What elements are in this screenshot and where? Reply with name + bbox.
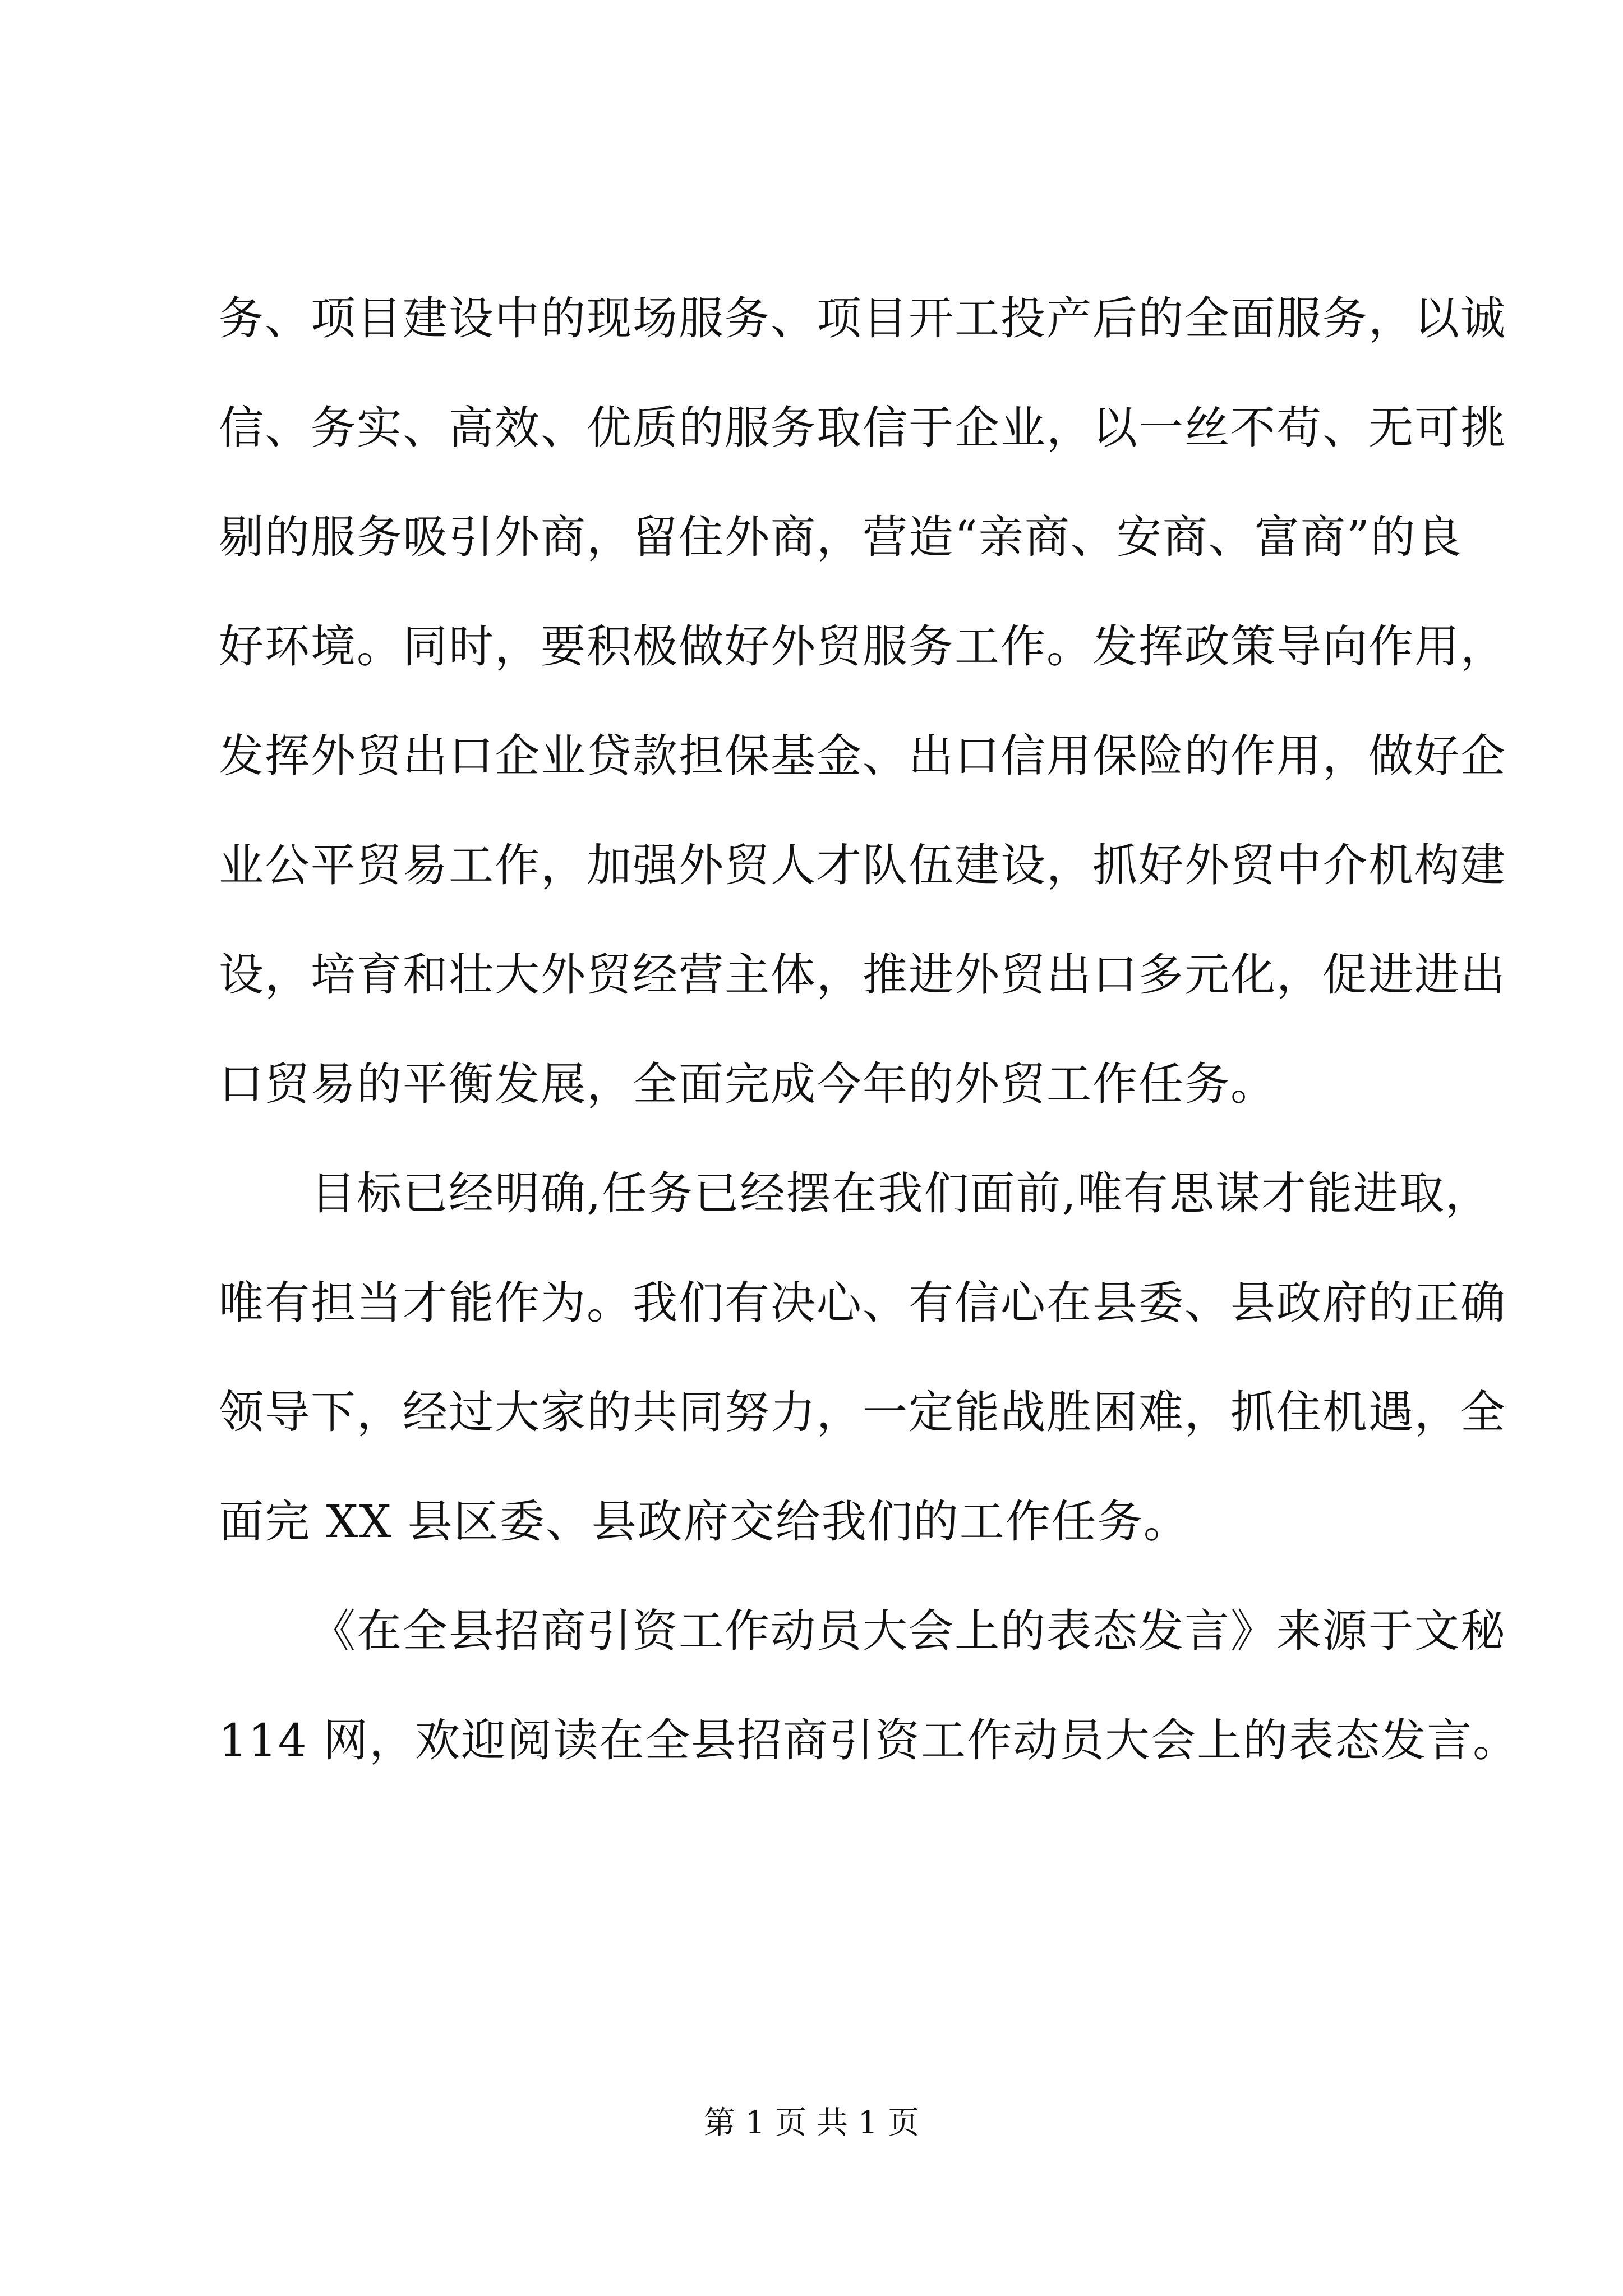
text-line: 领导下，经过大家的共同努力，一定能战胜困难，抓住机遇，全 bbox=[219, 1386, 1506, 1438]
text-line: 口贸易的平衡发展，全面完成今年的外贸工作任务。 bbox=[219, 1058, 1276, 1110]
text-line: 信、务实、高效、优质的服务取信于企业，以一丝不苟、无可挑 bbox=[219, 402, 1506, 454]
text-line: 设，培育和壮大外贸经营主体，推进外贸出口多元化，促进进出 bbox=[219, 949, 1506, 1001]
text-line: 唯有担当才能作为。我们有决心、有信心在县委、县政府的正确 bbox=[219, 1277, 1506, 1329]
document-body bbox=[219, 264, 1519, 1795]
text-line: 剔的服务吸引外商，留住外商，营造“亲商、安商、富商”的良 bbox=[219, 511, 1463, 563]
text-line: 发挥外贸出口企业贷款担保基金、出口信用保险的作用，做好企 bbox=[219, 730, 1506, 782]
paragraph-3 bbox=[219, 1576, 1519, 1795]
paragraph-2 bbox=[219, 1139, 1506, 1576]
text-line: 114 网，欢迎阅读在全县招商引资工作动员大会上的表态发言。 bbox=[219, 1714, 1519, 1766]
text-line: 业公平贸易工作，加强外贸人才队伍建设，抓好外贸中介机构建 bbox=[219, 839, 1506, 891]
paragraph-1 bbox=[219, 264, 1506, 1139]
text-line: 面完 XX 县区委、县政府交给我们的工作任务。 bbox=[219, 1496, 1189, 1548]
text-line: 好环境。同时，要积极做好外贸服务工作。发挥政策导向作用， bbox=[219, 620, 1506, 673]
text-line: 务、项目建设中的现场服务、项目开工投产后的全面服务，以诚 bbox=[219, 292, 1506, 344]
page-number-footer: 第 1 页 共 1 页 bbox=[703, 2105, 920, 2141]
text-line: 目标已经明确,任务已经摆在我们面前,唯有思谋才能进取， bbox=[311, 1167, 1491, 1220]
text-line: 《在全县招商引资工作动员大会上的表态发言》来源于文秘 bbox=[311, 1605, 1506, 1657]
